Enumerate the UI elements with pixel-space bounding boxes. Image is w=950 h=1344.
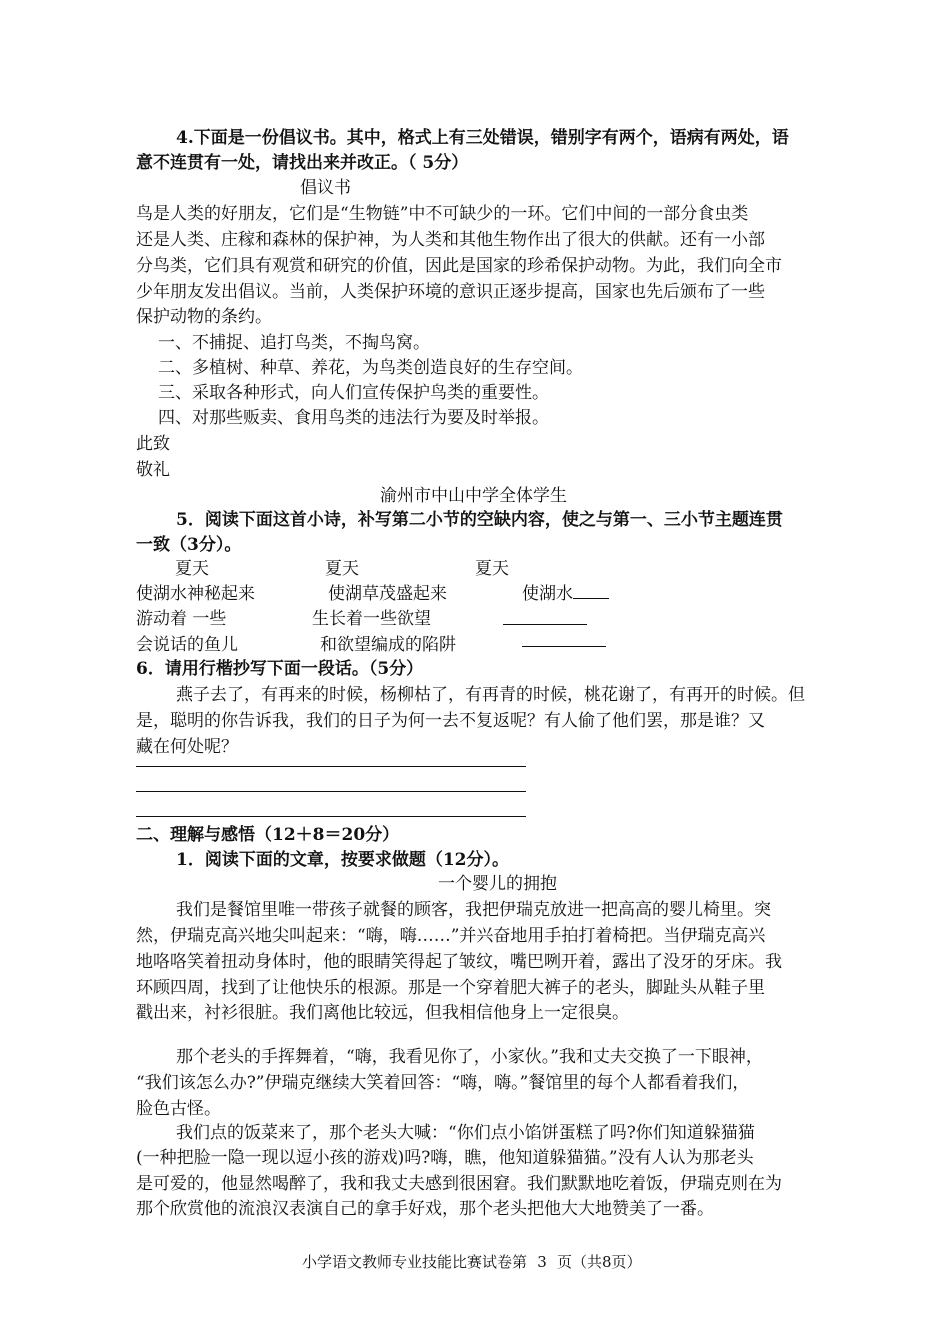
poem-line: 夏天 xyxy=(325,559,359,579)
article-line: (一种把脸一隐一现以逗小孩的游戏)吗?嗨，瞧，他知道躲猫猫。”没有人认为那老头 xyxy=(136,1148,754,1168)
letter-body-line: 鸟是人类的好朋友，它们是“生物链”中不可缺少的一环。它们中间的一部分食虫类 xyxy=(136,204,749,224)
proposal-item: 三、采取各种形式，向人们宣传保护鸟类的重要性。 xyxy=(158,383,549,403)
closing-line: 此致 xyxy=(136,434,170,454)
q6-passage-line: 藏在何处呢？ xyxy=(136,737,238,757)
page-number: 3 xyxy=(537,1253,547,1271)
article-line: 脸色古怪。 xyxy=(136,1099,221,1119)
letter-body-line: 还是人类、庄稼和森林的保护神，为人类和其他生物作出了很大的供献。还有一小部 xyxy=(136,230,765,250)
poem-line: 使湖草茂盛起来 xyxy=(328,584,447,604)
letter-signature: 渝州市中山中学全体学生 xyxy=(380,486,567,506)
q5-heading-line2: 一致（3分）。 xyxy=(136,535,242,555)
article-line: 戳出来，衬衫很脏。我们离他比较远，但我相信他身上一定很臭。 xyxy=(136,1003,629,1023)
q6-passage-line: 燕子去了，有再来的时候，杨柳枯了，有再青的时候，桃花谢了，有再开的时候。但 xyxy=(176,685,805,705)
article-line: 环顾四周，找到了让他快乐的根源。那是一个穿着肥大裤子的老头，脚趾头从鞋子里 xyxy=(136,978,765,998)
article-line: 地咯咯笑着扭动身体时，他的眼睛笑得起了皱纹，嘴巴咧开着，露出了没牙的牙床。我 xyxy=(136,952,782,972)
q5-heading-line1: 5．阅读下面这首小诗，补写第二小节的空缺内容，使之与第一、三小节主题连贯 xyxy=(176,510,783,530)
article-line: 我们是餐馆里唯一带孩子就餐的顾客，我把伊瑞克放进一把高高的婴儿椅里。突 xyxy=(176,900,771,920)
proposal-item: 二、多植树、种草、养花，为鸟类创造良好的生存空间。 xyxy=(158,358,583,378)
page-footer xyxy=(302,1250,702,1275)
proposal-item: 一、不捕捉、追打鸟类，不掏鸟窝。 xyxy=(158,333,430,353)
q6-heading: 6．请用行楷抄写下面一段话。（5分） xyxy=(136,659,424,679)
answer-blank[interactable] xyxy=(573,582,609,599)
article-line: “我们该怎么办?”伊瑞克继续大笑着回答：“嗨，嗨。”餐馆里的每个人都看着我们， xyxy=(136,1073,750,1093)
writing-line[interactable] xyxy=(136,816,526,817)
closing-line: 敬礼 xyxy=(136,460,170,480)
poem-line: 使湖水神秘起来 xyxy=(136,584,255,604)
answer-blank[interactable] xyxy=(522,646,606,647)
poem-line: 游动着 一些 xyxy=(136,609,227,629)
article-line: 我们点的饭菜来了，那个老头大喊：“你们点小馅饼蛋糕了吗?你们知道躲猫猫 xyxy=(176,1123,755,1143)
poem-line: 夏天 xyxy=(175,559,209,579)
letter-body-line: 少年朋友发出倡议。当前，人类保护环境的意识正逐步提高，国家也先后颁布了一些 xyxy=(136,282,765,302)
poem-line: 会说话的鱼儿 xyxy=(136,635,238,655)
letter-body-line: 分鸟类，它们具有观赏和研究的价值，因此是国家的珍希保护动物。为此，我们向全市 xyxy=(136,256,782,276)
poem-line: 生长着一些欲望 xyxy=(312,609,431,629)
article-title: 一个婴儿的拥抱 xyxy=(438,874,557,894)
q6-passage-line: 是，聪明的你告诉我，我们的日子为何一去不复返呢？有人偷了他们罢，那是谁？又 xyxy=(136,711,765,731)
poem-line: 使湖水 xyxy=(522,584,573,604)
q4-heading-line1: 4.下面是一份倡议书。其中，格式上有三处错误，错别字有两个，语病有两处，语 xyxy=(176,128,789,148)
section2-q1-heading: 1．阅读下面的文章，按要求做题（12分）。 xyxy=(176,850,509,870)
q4-heading-line2: 意不连贯有一处，请找出来并改正。（ 5分） xyxy=(136,153,469,173)
poem-line-with-blank xyxy=(522,582,642,607)
article-line: 那个欣赏他的流浪汉表演自己的拿手好戏，那个老头把他大大地赞美了一番。 xyxy=(136,1199,714,1219)
letter-title: 倡议书 xyxy=(300,178,351,198)
article-line: 然，伊瑞克高兴地尖叫起来：“嗨，嗨……”并兴奋地用手拍打着椅把。当伊瑞克高兴 xyxy=(136,926,766,946)
writing-line[interactable] xyxy=(136,791,526,792)
section-heading: 二、理解与感悟（12＋8＝20分） xyxy=(136,825,400,845)
writing-line[interactable] xyxy=(136,766,526,767)
footer-label: 小学语文教师专业技能比赛试卷第 xyxy=(302,1253,528,1271)
answer-blank[interactable] xyxy=(503,624,587,625)
poem-line: 夏天 xyxy=(475,559,509,579)
letter-body-line: 保护动物的条约。 xyxy=(136,307,272,327)
article-line: 是可爱的，他显然喝醉了，我和我丈夫感到很困窘。我们默默地吃着饭，伊瑞克则在为 xyxy=(136,1174,782,1194)
article-line: 那个老头的手挥舞着，“嗨，我看见你了，小家伙。”我和丈夫交换了一下眼神， xyxy=(176,1047,763,1067)
footer-total: 页（共8页） xyxy=(557,1253,642,1271)
poem-line: 和欲望编成的陷阱 xyxy=(320,635,456,655)
proposal-item: 四、对那些贩卖、食用鸟类的违法行为要及时举报。 xyxy=(158,408,549,428)
